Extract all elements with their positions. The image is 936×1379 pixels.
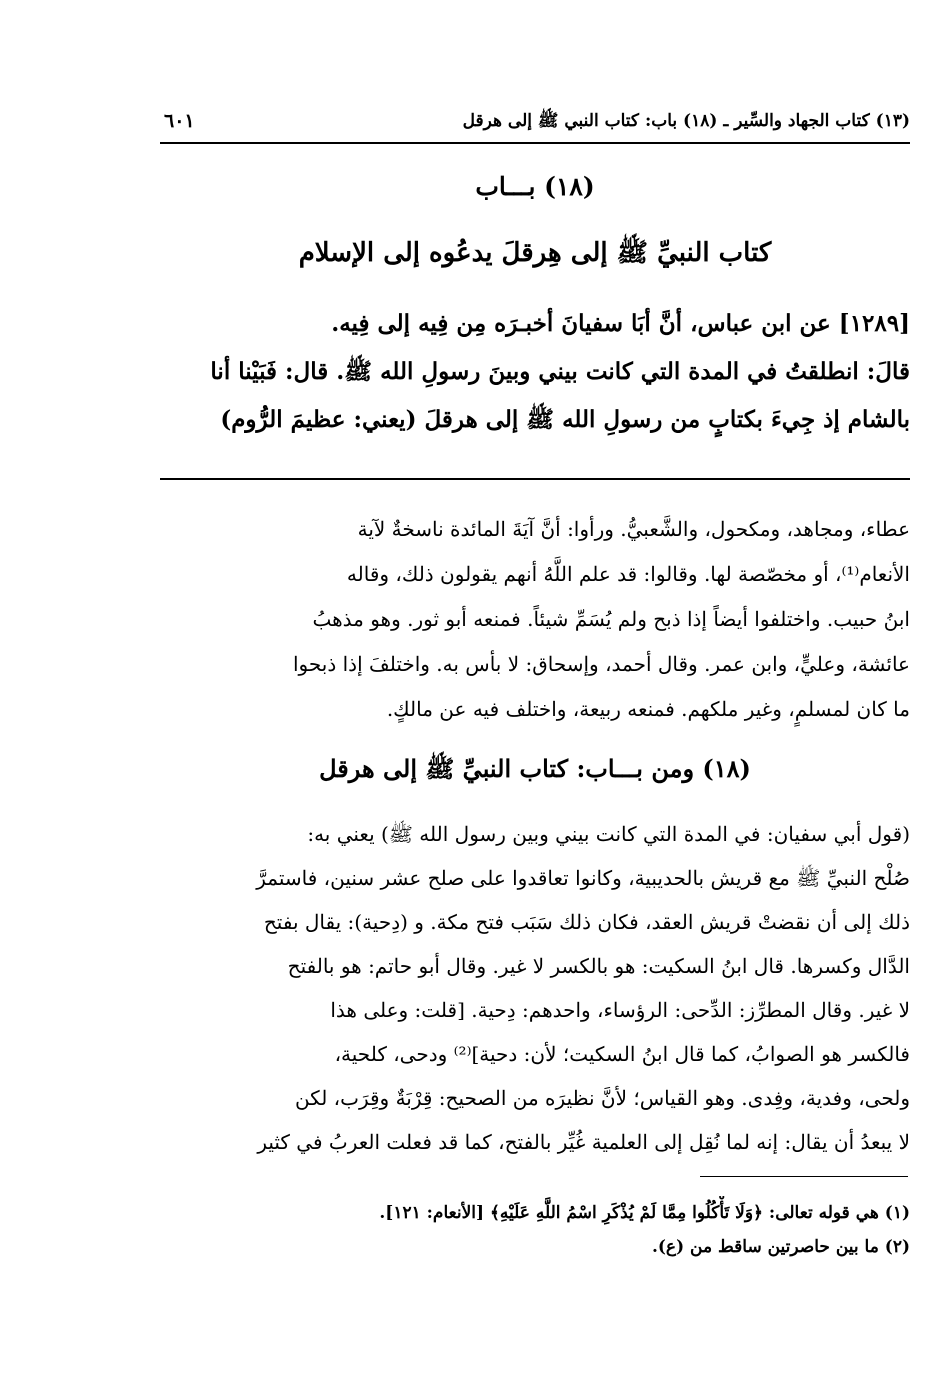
footnote-divider <box>700 1176 908 1177</box>
commentary-line: ابنُ حبيب. واختلفوا أيضاً إذا ذبح ولم يُسَمِّ شيئاً. فمنعه أبو ثور. وهو مذهبُ <box>312 607 910 631</box>
hadith-line: بالشام إذ جِيءَ بكتابٍ من رسولِ الله ﷺ إلى هرقلَ (يعني: عظيمَ الرُّوم) <box>220 406 910 433</box>
page-number: ٦٠١ <box>164 110 195 132</box>
text-divider <box>160 478 910 480</box>
commentary-line: عطاء، ومجاهد، ومكحول، والشَّعبيُّ. ورأوا: أنَّ آيَةَ المائدة ناسخةٌ لآية <box>357 517 910 541</box>
commentary-line: (قول أبي سفيان: في المدة التي كانت بيني وبين رسول الله ﷺ) يعني به: <box>307 822 910 846</box>
footnote: (١) هي قوله تعالى: ﴿وَلَا تَأْكُلُوا مِمَّا لَمْ يُذْكَرِ اسْمُ اللَّهِ عَلَيْهِ﴾ [الأنعام: ١٢١]. <box>379 1203 910 1223</box>
commentary-line: ولحى، وفدية، وفِدى. وهو القياس؛ لأنَّ نظيرَه من الصحيح: قِرْبَةٌ وقِرَب، لكن <box>294 1086 910 1110</box>
commentary-continued <box>160 507 910 732</box>
commentary-line: لا غير. وقال المطرِّز: الدِّحى: الرؤساء، واحدهم: دِحية. [قلت: وعلى هذا <box>330 998 910 1022</box>
footnotes <box>160 1196 910 1264</box>
page-header <box>160 108 910 144</box>
section-heading: (١٨) ومن بـــاب: كتاب النبيِّ ﷺ إلى هرقل <box>319 754 751 783</box>
commentary-line: لا يبعدُ أن يقال: إنه لما نُقِل إلى العلمية غُيِّر بالفتح، كما قد فعلت العربُ في كثير <box>257 1130 910 1154</box>
commentary-line: الدَّال وكسرها. قال ابنُ السكيت: هو بالكسر لا غير. وقال أبو حاتم: هو بالفتح <box>287 954 910 978</box>
chapter-heading: (١٨) بـــاب <box>475 172 595 201</box>
running-title: (١٣) كتاب الجهاد والسِّير ـ (١٨) باب: كتاب النبي ﷺ إلى هرقل <box>462 111 910 131</box>
commentary-line: صُلْح النبيِّ ﷺ مع قريش بالحديبية، وكانوا تعاقدوا على صلح عشر سنين، فاستمرَّ <box>256 866 910 890</box>
commentary-line: الأنعام⁽¹⁾، أو مخصّصة لها. وقالوا: قد علم اللَّهُ أنهم يقولون ذلك، وقاله <box>346 562 910 586</box>
commentary-line: عائشة، وعليٍّ، وابن عمر. وقال أحمد، وإسحاق: لا بأس به. واختلفَ إذا ذبحوا <box>292 652 910 676</box>
hadith-line: قالَ: انطلقتُ في المدة التي كانت بيني وبينَ رسولِ الله ﷺ. قال: فَبَيْنا أنا <box>210 358 910 385</box>
footnote: (٢) ما بين حاصرتين ساقط من (ع). <box>651 1237 910 1257</box>
chapter-title: كتاب النبيِّ ﷺ إلى هِرقلَ يدعُوه إلى الإسلام <box>298 238 772 268</box>
hadith-line: [١٢٨٩] عن ابن عباس، أنَّ أبَا سفيانَ أخبـرَه مِن فِيه إلى فِيه. <box>331 310 910 337</box>
commentary-line: فالكسر هو الصوابُ، كما قال ابنُ السكيت؛ لأن: دحية]⁽²⁾ ودحى، كلحية، <box>334 1042 910 1066</box>
hadith-text <box>160 300 910 444</box>
commentary-line: ذلك إلى أن نقضتْ قريش العقد، فكان ذلك سَبَب فتح مكة. و (دِحية): يقال بفتح <box>263 910 910 934</box>
commentary-line: ما كان لمسلمٍ، وغير ملكهم. فمنعه ربيعة، واختلف فيه عن مالكٍ. <box>386 697 910 721</box>
commentary-section <box>160 812 910 1164</box>
